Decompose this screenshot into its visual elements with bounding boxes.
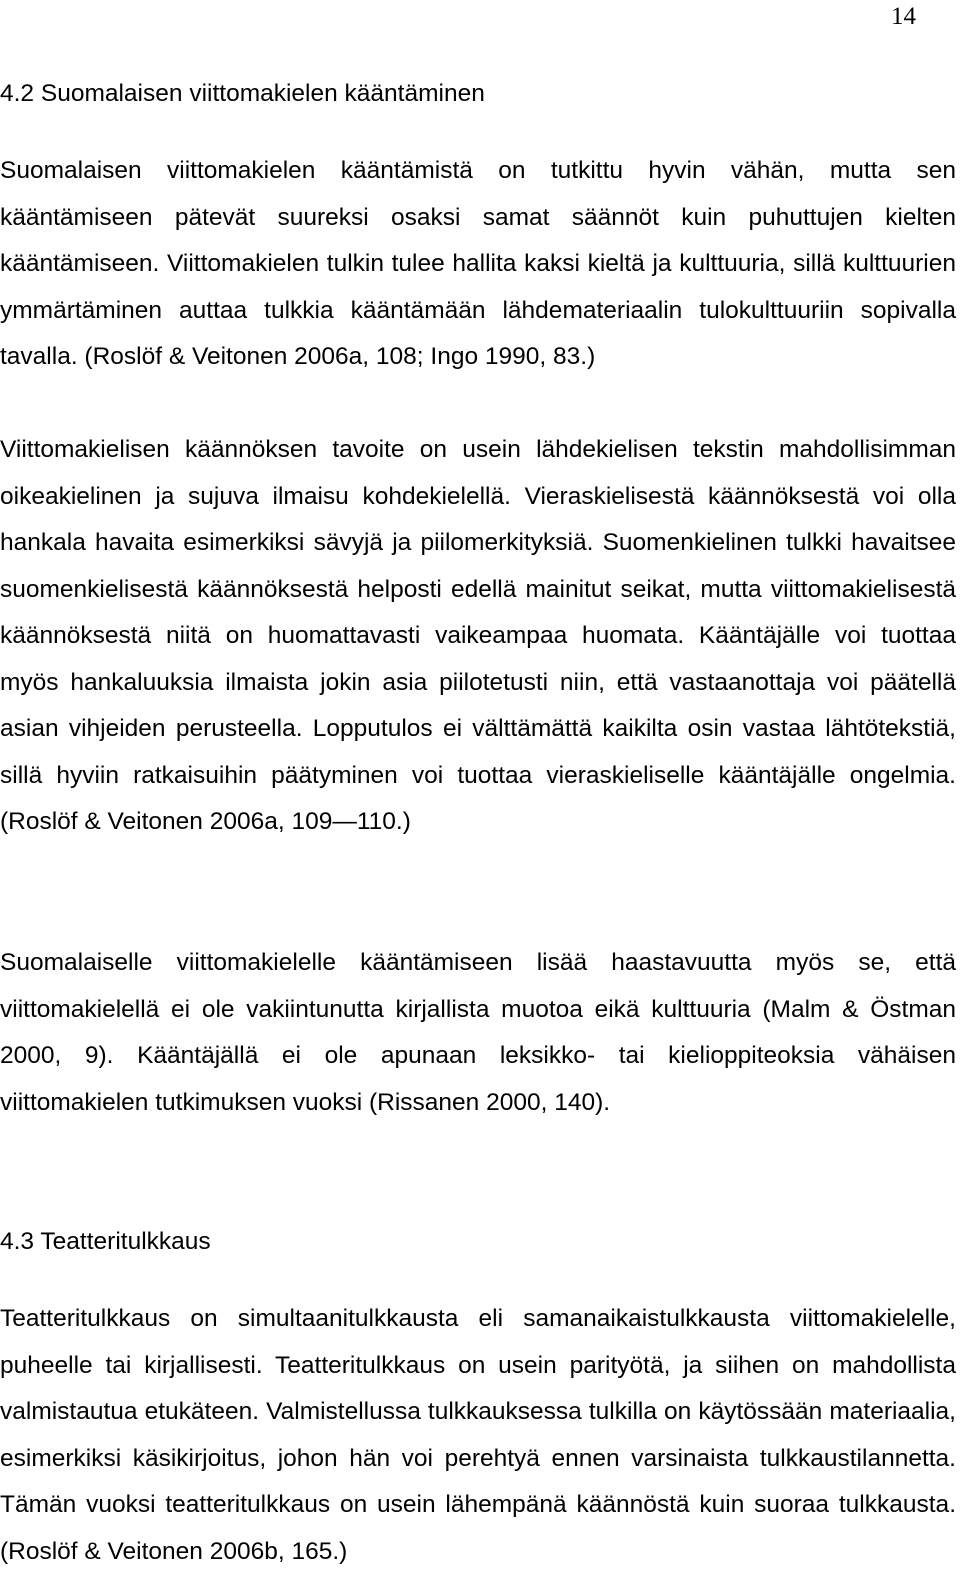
body-paragraph: Suomalaisen viittomakielen kääntämistä on tutkittu hyvin vähän, mutta sen kääntämiseen pätevät suureksi osaksi samat säännöt kuin puhuttujen kielten kääntämiseen. Viittomakielen tulkin tulee hallita kaksi kieltä ja kulttuuria, sillä kulttuurien ymmärtäminen auttaa tulkkia kääntämään lähdemateriaalin tulokulttuuriin sopivalla tavalla. (Roslöf & Veitonen 2006a, 108; Ingo 1990, 83.) <box>0 157 956 370</box>
section-heading-4-3: 4.3 Teatteritulkkaus <box>0 1228 211 1255</box>
body-paragraph: Teatteritulkkaus on simultaanitulkkausta eli samanaikaistulkkausta viittomakielelle, puheelle tai kirjallisesti. Teatteritulkkaus on usein parityötä, ja siihen on mahdollista valmistautua etukäteen. Valmistellussa tulkkauksessa tulkilla on käytössään materiaalia, esimerkiksi käsikirjoitus, johon hän voi perehtyä ennen varsinaista tulkkaustilannetta. Tämän vuoksi teatteritulkkaus on usein lähempänä käännöstä kuin suoraa tulkkausta. (Roslöf & Veitonen 2006b, 165.) <box>0 1305 956 1565</box>
body-paragraph: Suomalaiselle viittomakielelle kääntämiseen lisää haastavuutta myös se, että viittomakielellä ei ole vakiintunutta kirjallista muotoa eikä kulttuuria (Malm & Östman 2000, 9). Kääntäjällä ei ole apunaan leksikko- tai kielioppiteoksia vähäisen viittomakielen tutkimuksen vuoksi (Rissanen 2000, 140). <box>0 949 956 1116</box>
section-heading-4-2: 4.2 Suomalaisen viittomakielen kääntäminen <box>0 80 485 107</box>
body-paragraph: Viittomakielisen käännöksen tavoite on usein lähdekielisen tekstin mahdollisimman oikeakielinen ja sujuva ilmaisu kohdekielellä. Vieraskielisestä käännöksestä voi olla hankala havaita esimerkiksi sävyjä ja piilomerkityksiä. Suomenkielinen tulkki havaitsee suomenkielisestä käännöksestä helposti edellä mainitut seikat, mutta viittomakielisestä käännöksestä niitä on huomattavasti vaikeampaa huomata. Kääntäjälle voi tuottaa myös hankaluuksia ilmaista jokin asia piilotetusti niin, että vastaanottaja voi päätellä asian vihjeiden perusteella. Lopputulos ei välttämättä kaikilta osin vastaa lähtötekstiä, sillä hyviin ratkaisuihin päätyminen voi tuottaa vieraskieliselle kääntäjälle ongelmia. (Roslöf & Veitonen 2006a, 109—110.) <box>0 436 956 835</box>
page-number: 14 <box>891 3 916 30</box>
